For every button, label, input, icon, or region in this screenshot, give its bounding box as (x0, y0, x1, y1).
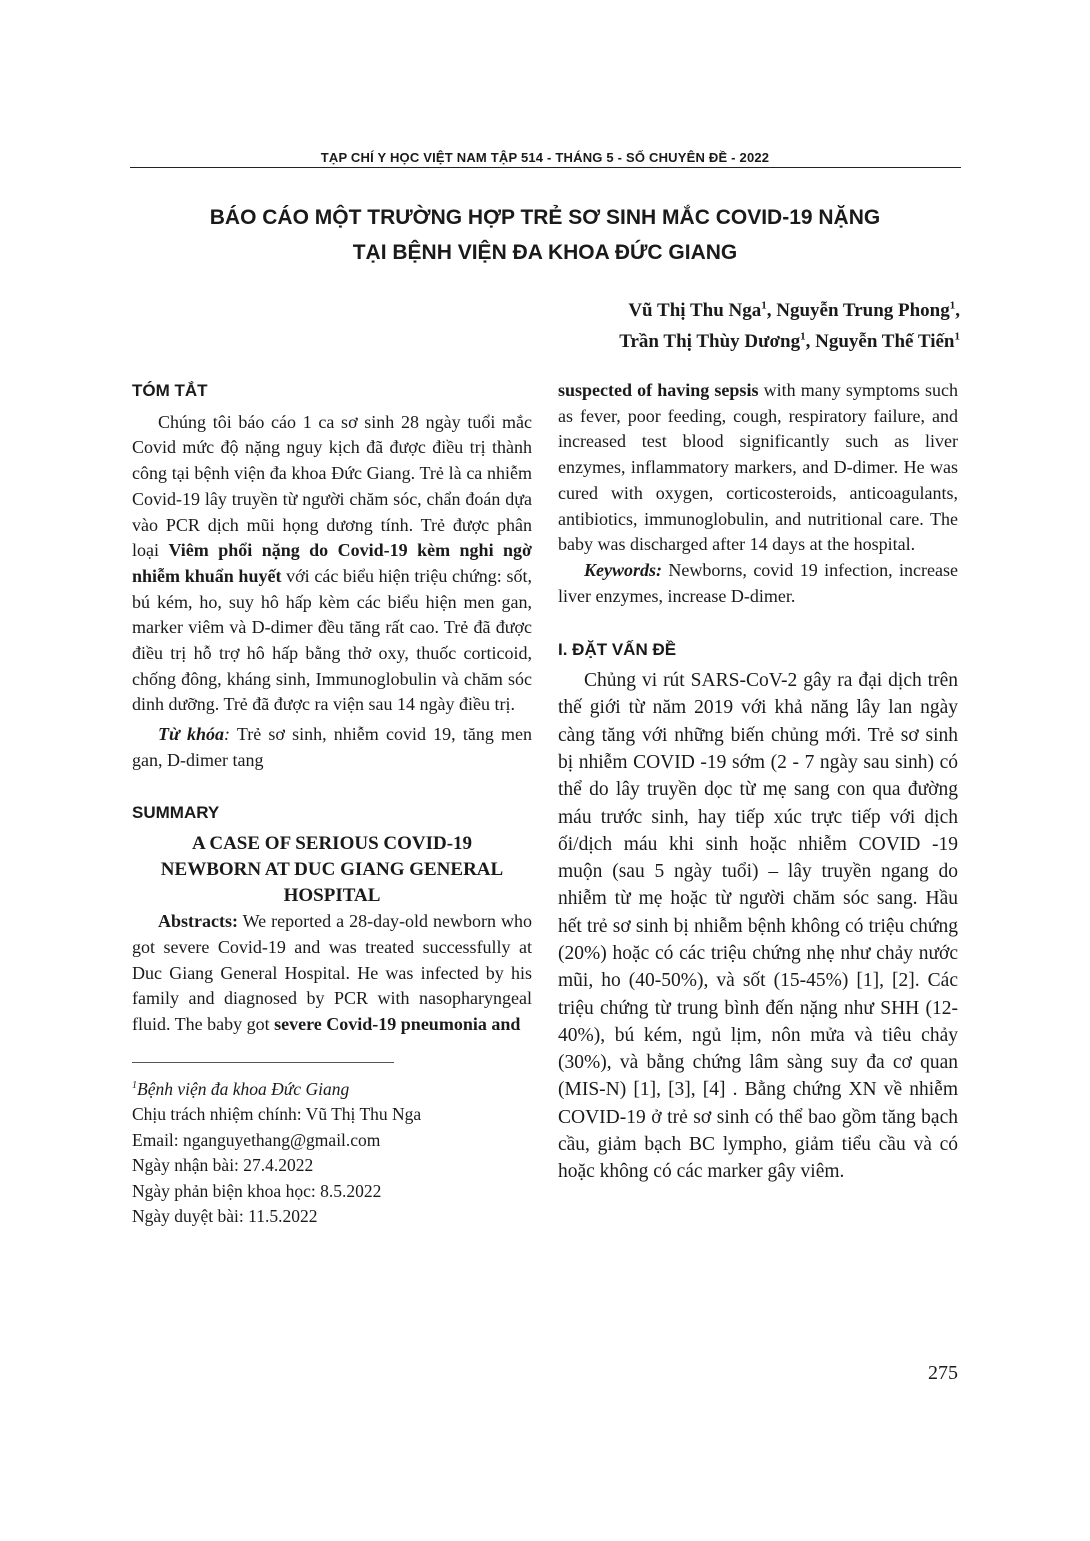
header-rule (130, 167, 961, 168)
footnote-rule (132, 1062, 394, 1063)
footnote-affiliation: $^1$Bệnh viện đa khoa Đức Giang (132, 1078, 350, 1099)
summary-title: A CASE OF SERIOUS COVID-19 NEWBORN AT DUC GIANG GENERAL HOSPITAL (160, 833, 504, 907)
author-line-1: Vũ Thị Thu Nga$^1$, Nguyễn Trung Phong$^1$, (628, 299, 960, 321)
summary-keywords: Keywords: Newborns, covid 19 infection, increase liver enzymes, increase D-dimer. (558, 559, 958, 606)
footnote-reviewed: Ngày phản biện khoa học: 8.5.2022 (132, 1180, 382, 1201)
affiliation-mark: 1 (761, 299, 767, 312)
tom-tat-paragraph: Chúng tôi báo cáo 1 ca sơ sinh 28 ngày tuổi mắc Covid mức độ nặng nguy kịch đã được điều trị thành công tại bệnh viện đa khoa Đức Giang. Trẻ là ca nhiễm Covid-19 lây truyền từ người chăm sóc, chẩn đoán dựa vào PCR dịch mũi họng dương tính. Trẻ được phân loại Viêm phổi nặng do Covid-19 kèm nghi ngờ nhiễm khuẩn huyết với các biểu hiện triệu chứng: sốt, bú kém, ho, suy hô hấp kèm các biểu hiện men gan, marker viêm và D-dimer đều tăng rất cao. Trẻ đã được điều trị hỗ trợ hô hấp bằng thở oxy, thuốc corticoid, chống đông, kháng sinh, Immunoglobulin và chăm sóc dinh dưỡng. Trẻ đã được ra viện sau 14 ngày điều trị. (132, 411, 532, 715)
summary-abstract-part2: suspected of having sepsis with many symptoms such as fever, poor feeding, cough, respiratory failure, and increased test blood significantly such as liver enzymes, inflammatory markers, and D-dimer. He was cured with oxygen, corticosteroids, anticoagulants, antibiotics, immunoglobulin, and nutritional care. The baby was discharged after 14 days at the hospital. (558, 380, 958, 555)
affiliation-mark: 1 (949, 299, 956, 312)
title-line-1: BÁO CÁO MỘT TRƯỜNG HỢP TRẺ SƠ SINH MẮC COVID-19 NẶNG (209, 206, 881, 229)
summary-heading: SUMMARY (132, 802, 220, 822)
footnote-accepted: Ngày duyệt bài: 11.5.2022 (132, 1206, 318, 1227)
title-line-2: TẠI BỆNH VIỆN ĐA KHOA ĐỨC GIANG (352, 241, 738, 264)
footnote-received: Ngày nhận bài: 27.4.2022 (132, 1155, 314, 1176)
author-name: Trần Thị Thùy Dương (619, 331, 801, 352)
article-title (130, 200, 960, 270)
tom-tat-keywords: Từ khóa: Trẻ sơ sinh, nhiễm covid 19, tăng men gan, D-dimer tang (132, 724, 532, 770)
author-name: Nguyễn Thế Tiến (815, 331, 955, 352)
author-name: Nguyễn Trung Phong (776, 300, 950, 321)
footnote-email: Email: nganguyethang@gmail.com (132, 1129, 381, 1150)
summary-abstract-part1: Abstracts: We reported a 28-day-old newborn who got severe Covid-19 and was treated successfully at Duc Giang General Hospital. He was infected by his family and diagnosed by PCR with nasopharyngeal fluid. The baby got severe Covid-19 pneumonia and (132, 911, 532, 1035)
footnote-responsible: Chịu trách nhiệm chính: Vũ Thị Thu Nga (132, 1104, 422, 1125)
tom-tat-heading: TÓM TẮT (132, 381, 208, 400)
author-name: Vũ Thị Thu Nga (628, 300, 762, 321)
author-list (360, 295, 960, 357)
left-column (132, 378, 532, 1230)
right-column (558, 378, 958, 1186)
author-line-2: Trần Thị Thùy Dương$^1$, Nguyễn Thế Tiến$^1$ (619, 330, 960, 352)
page-number: 275 (928, 1362, 958, 1384)
affiliation-mark: 1 (954, 330, 960, 343)
section-1-body: Chủng vi rút SARS-CoV-2 gây ra đại dịch trên thế giới từ năm 2019 với khả năng lây lan ngày càng tăng với những biến chủng mới. Trẻ sơ sinh bị nhiễm COVID -19 sớm (2 - 7 ngày sau sinh) có thể do lây truyền dọc từ mẹ sang con qua đường máu trước sinh, hay tiếp xúc trực tiếp với dịch ối/dịch máu khi sinh hoặc nhiễm COVID -19 muộn (sau 5 ngày tuổi) – lây truyền ngang do nhiễm từ mẹ hoặc từ người chăm sóc sang. Hầu hết trẻ sơ sinh bị nhiễm bệnh không có triệu chứng (20%) hoặc có các triệu chứng nhẹ như chảy nước mũi, ho (40-50%), và sốt (15-45%) [1], [2]. Các triệu chứng từ trung bình đến nặng như SHH (12-40%), bú kém, ngủ lịm, nôn mửa và tiêu chảy (30%), và bằng chứng lâm sàng suy đa cơ quan (MIS-N) [1], [3], [4] . Bằng chứng XN về nhiễm COVID-19 ở trẻ sơ sinh có thể bao gồm tăng bạch cầu, giảm bạch BC lympho, giảm tiểu cầu và có hoặc không có các marker gây viêm. (558, 670, 958, 1183)
running-header: TẠP CHÍ Y HỌC VIỆT NAM TẬP 514 - THÁNG 5 - SỐ CHUYÊN ĐỀ - 2022 (320, 150, 770, 165)
section-1-heading: I. ĐẶT VẤN ĐỀ (558, 640, 677, 660)
affiliation-mark: 1 (800, 330, 806, 343)
